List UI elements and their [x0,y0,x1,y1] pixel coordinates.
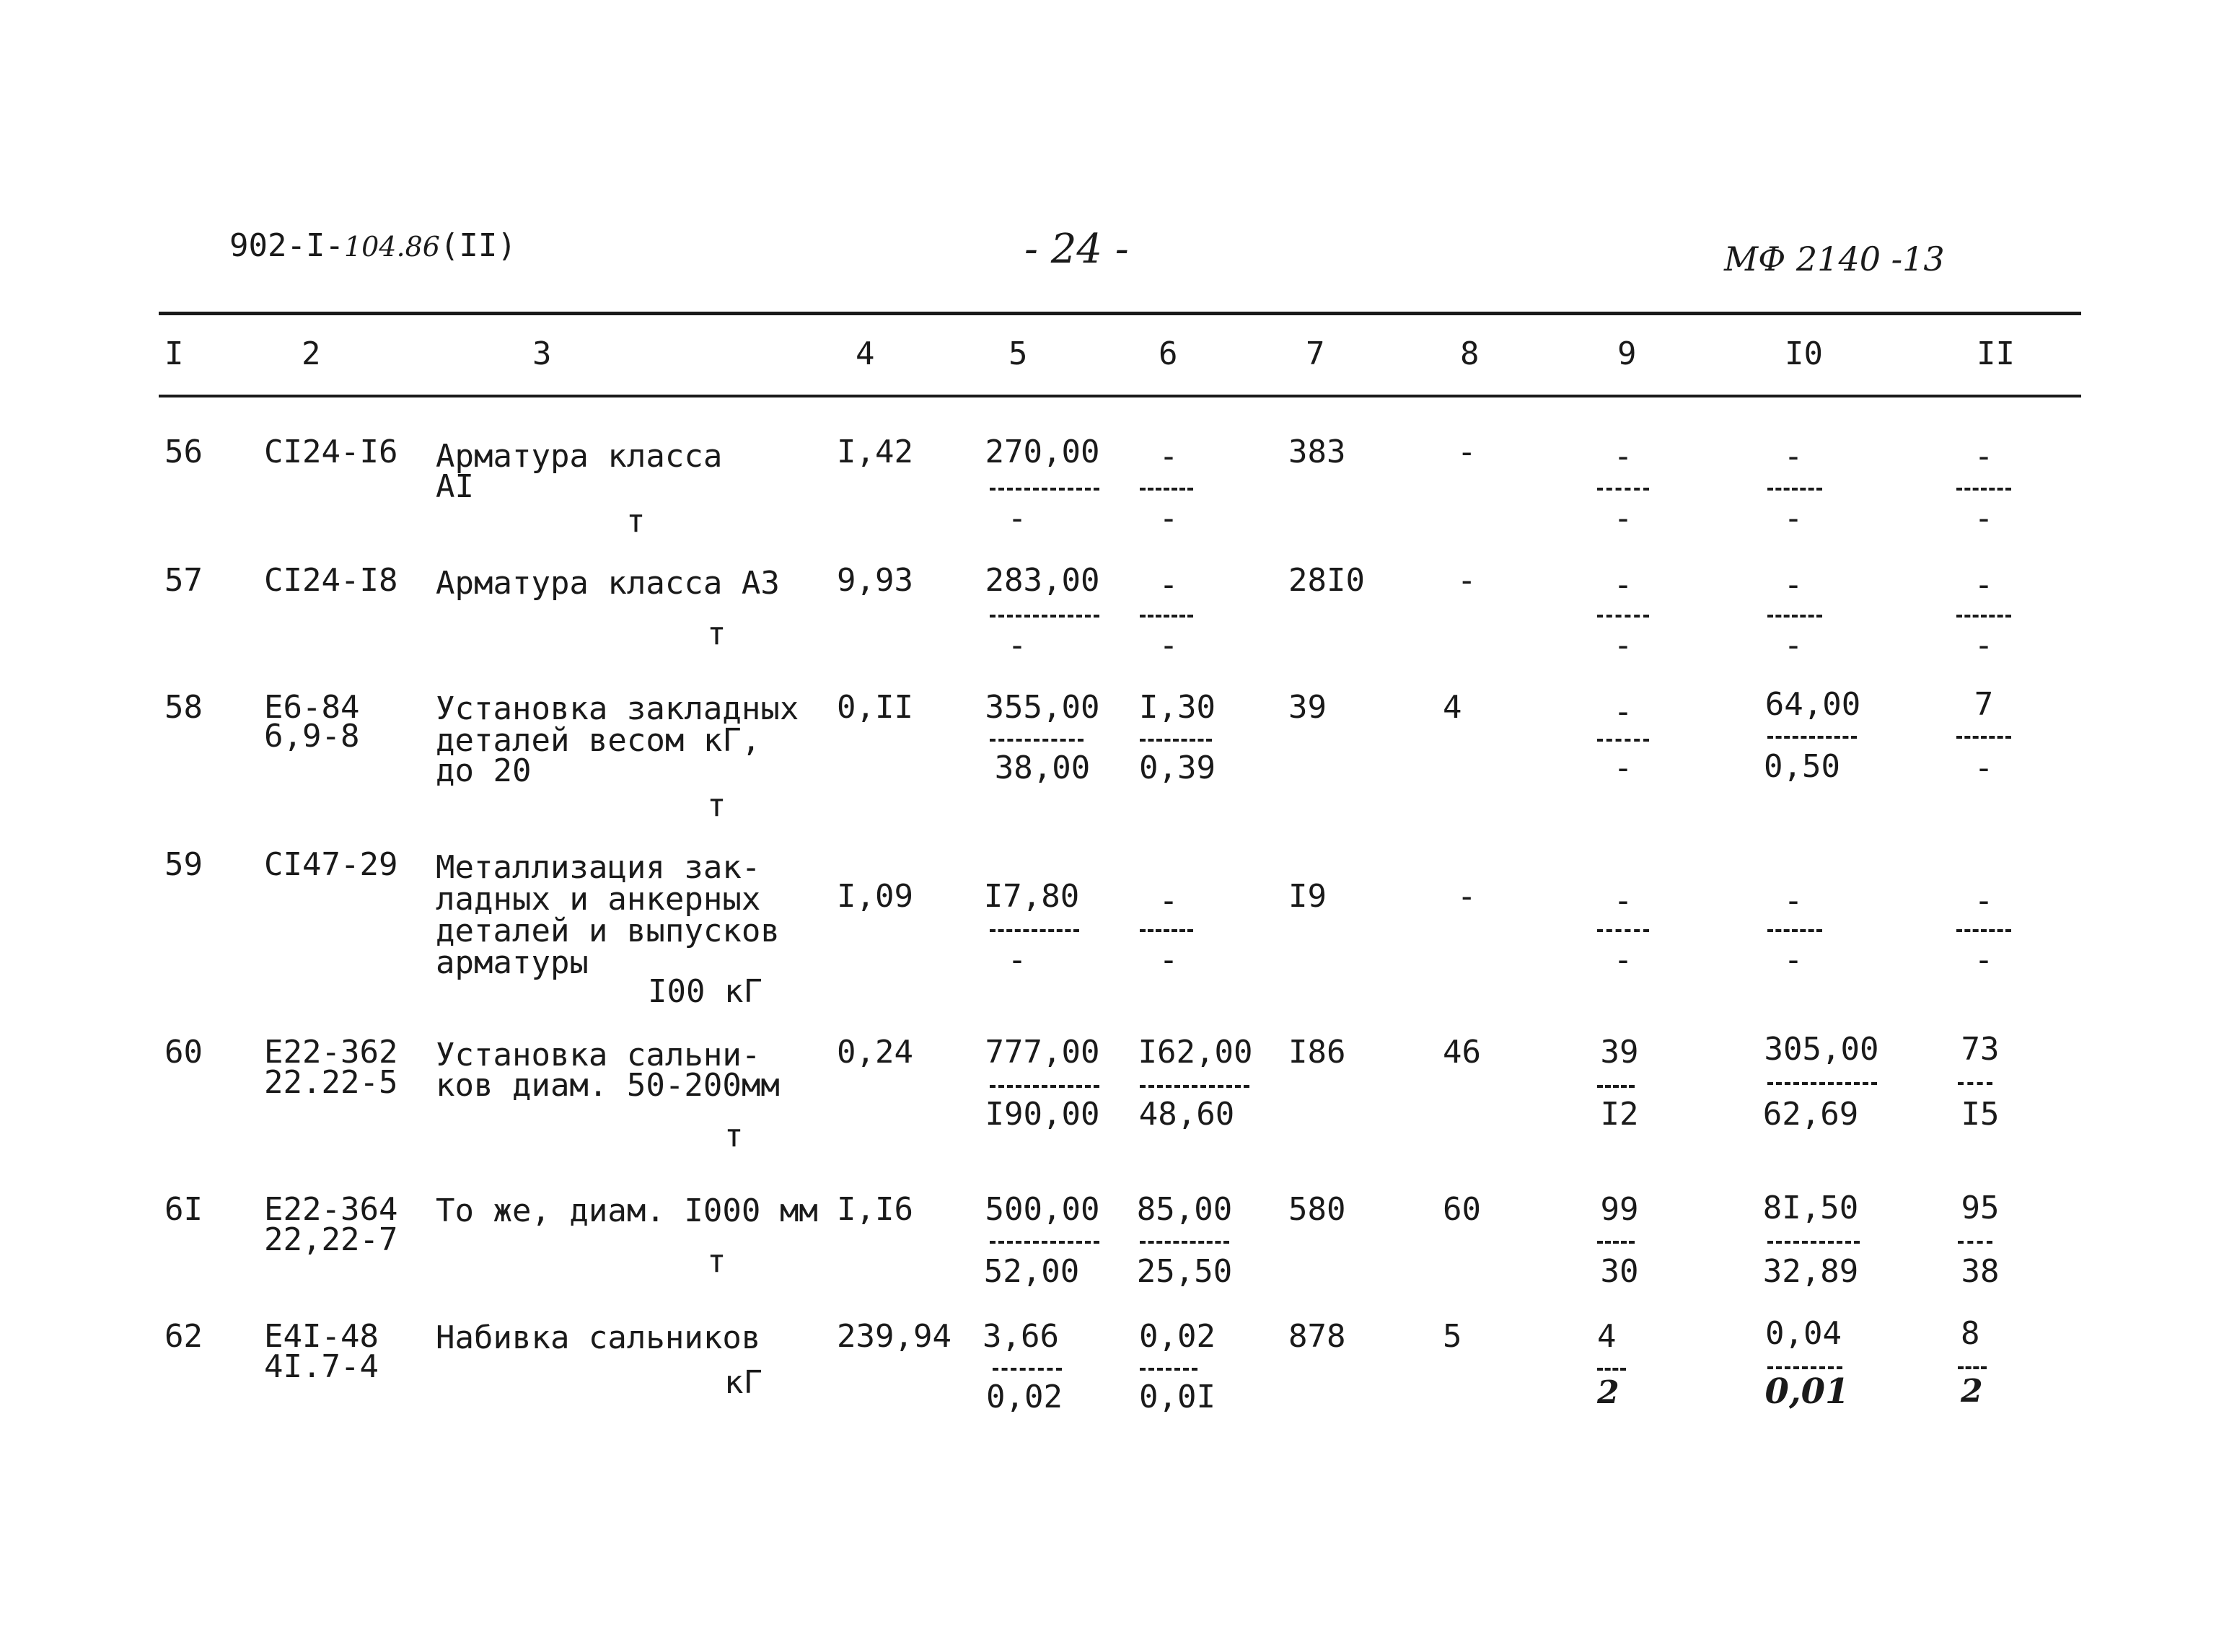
fraction-line [1958,1241,1992,1244]
col11-bottom: 2 [1961,1373,1983,1410]
col11-top: - [1974,438,1994,475]
row-quantity: I,42 [837,434,913,470]
row-quantity: 0,24 [837,1034,913,1071]
col8-value: - [1457,878,1477,915]
col9-top: - [1613,693,1633,730]
fraction-line [1958,1082,1992,1085]
col5-bottom: 0,02 [986,1379,1063,1415]
column-header: 2 [302,335,321,372]
col5-bottom: 52,00 [983,1253,1080,1290]
col9-top: 99 [1600,1191,1639,1228]
col6-bottom: 0,39 [1139,750,1216,786]
col10-bottom: 62,69 [1762,1096,1859,1133]
fraction-line [1140,739,1212,742]
col10-top: - [1783,882,1803,919]
row-code: CI24-I8 [264,562,398,599]
col10-bottom: - [1783,627,1803,664]
col6-top: I62,00 [1138,1034,1253,1071]
col5-top: 355,00 [985,689,1100,726]
col6-bottom: 0,0I [1139,1379,1216,1415]
fraction-line [1140,929,1193,932]
fraction-line [1767,929,1822,932]
doc-code [229,229,517,263]
fraction-line [1767,615,1822,618]
fraction-line [1140,1085,1249,1088]
row-number: 59 [164,846,203,883]
row-description: деталей и выпусков [436,913,780,949]
col8-value: 4 [1443,689,1462,726]
col8-value: 46 [1443,1034,1481,1071]
col9-top: 4 [1597,1318,1617,1355]
row-unit: кГ [724,1364,762,1401]
fraction-line [1767,736,1857,739]
row-number: 60 [164,1034,203,1071]
row-code: 4I.7-4 [264,1348,379,1385]
fraction-line [990,739,1084,742]
row-unit: т [724,1117,744,1154]
fraction-line [993,1368,1062,1371]
row-number: 57 [164,562,203,599]
table-top-rule [159,312,2081,315]
doc-code-prefix: 902-I- [229,227,344,264]
row-description: Набивка сальников [436,1319,761,1356]
column-header: 5 [1008,335,1028,372]
col9-bottom: 2 [1597,1374,1619,1411]
col5-top: I7,80 [983,878,1080,915]
fraction-line [1767,1366,1842,1369]
col9-top: - [1613,438,1633,475]
row-code: Е4I-48 [264,1318,379,1355]
row-quantity: 9,93 [837,562,913,599]
fraction-line [1767,1241,1860,1244]
col6-top: I,30 [1139,689,1216,726]
col10-top: - [1783,566,1803,603]
col11-top: - [1974,882,1994,919]
fraction-line [1767,1082,1877,1085]
row-number: 62 [164,1318,203,1355]
col9-bottom: - [1613,941,1633,978]
col10-top: - [1783,438,1803,475]
col7-value: I9 [1288,878,1327,915]
col11-bottom: - [1974,750,1994,786]
fraction-line [1767,488,1822,491]
row-description: Металлизация зак- [436,849,761,886]
col6-top: - [1159,566,1179,603]
col6-top: 85,00 [1136,1191,1233,1228]
col7-value: 39 [1288,689,1327,726]
row-unit: т [626,503,646,540]
header-bottom-rule [159,395,2081,397]
col10-bottom: 0,50 [1764,748,1840,785]
col6-bottom: 25,50 [1136,1253,1233,1290]
column-header: I [164,335,184,372]
column-header: 9 [1617,335,1637,372]
col9-top: - [1613,882,1633,919]
archive-stamp: МФ 2140 -13 [1724,240,1945,278]
column-header: 3 [532,335,552,372]
col7-value: 878 [1288,1318,1346,1355]
row-number: 56 [164,434,203,470]
column-header: 4 [856,335,875,372]
col11-top: 73 [1961,1031,2000,1068]
col11-bottom: - [1974,941,1994,978]
col9-bottom: I2 [1600,1096,1639,1133]
row-description: Установка закладных [436,690,799,727]
row-unit: т [707,787,726,824]
fraction-line [1956,929,2011,932]
fraction-line [1958,1366,1987,1369]
col5-bottom: - [1007,627,1027,664]
row-description: Арматура класса [436,438,723,475]
col10-top: 64,00 [1764,686,1861,723]
col11-bottom: I5 [1961,1096,2000,1133]
row-description: То же, диам. I000 мм [436,1192,818,1229]
fraction-line [1140,1368,1197,1371]
row-number: 58 [164,689,203,726]
row-description: ладных и анкерных [436,881,761,918]
col10-bottom: - [1783,500,1803,537]
fraction-line [990,1085,1099,1088]
row-description: Установка сальни- [436,1037,761,1073]
col10-bottom: - [1783,941,1803,978]
fraction-line [990,488,1099,491]
row-code: 22,22-7 [264,1221,398,1258]
row-unit: т [707,615,726,652]
col9-top: 39 [1600,1034,1639,1071]
col5-top: 283,00 [985,562,1100,599]
row-quantity: 0,II [837,689,913,726]
row-description: арматуры [436,944,589,981]
fraction-line [1597,739,1649,742]
col9-top: - [1613,566,1633,603]
col7-value: 383 [1288,434,1346,470]
doc-code-suffix: (II) [439,227,517,264]
row-description: Арматура класса А3 [436,565,780,602]
col6-top: - [1159,882,1179,919]
row-code: Е22-364 [264,1191,398,1228]
col6-bottom: - [1159,941,1179,978]
fraction-line [1140,1241,1229,1244]
col7-value: 580 [1288,1191,1346,1228]
col10-bottom: 32,89 [1762,1253,1859,1290]
col11-top: - [1974,566,1994,603]
col7-value: I86 [1288,1034,1346,1071]
col9-bottom: 30 [1600,1253,1639,1290]
col11-bottom: 38 [1961,1253,2000,1290]
row-code: 6,9-8 [264,718,360,755]
col10-top: 305,00 [1764,1031,1879,1068]
row-code: 22.22-5 [264,1064,398,1101]
row-description: ков диам. 50-200мм [436,1067,780,1104]
column-header: 6 [1159,335,1178,372]
col5-bottom: - [1007,941,1027,978]
row-code: CI24-I6 [264,434,398,470]
col5-top: 270,00 [985,434,1100,470]
col5-top: 500,00 [985,1191,1100,1228]
col9-bottom: - [1613,750,1633,786]
row-quantity: I,09 [837,878,913,915]
column-header: 8 [1460,335,1480,372]
col8-value: 60 [1443,1191,1481,1228]
row-unit: I00 кГ [648,973,762,1010]
fraction-line [1140,615,1193,618]
col5-top: 3,66 [983,1318,1059,1355]
col10-top: 8I,50 [1762,1190,1859,1226]
col8-value: 5 [1443,1318,1462,1355]
fraction-line [1597,1241,1635,1244]
col5-bottom: I90,00 [985,1096,1100,1133]
col5-bottom: 38,00 [994,750,1091,786]
row-quantity: 239,94 [837,1318,951,1355]
col10-top: 0,04 [1765,1315,1842,1352]
column-header: 7 [1306,335,1325,372]
fraction-line [990,1241,1099,1244]
column-header: II [1977,335,2015,372]
row-code: Е6-84 [264,689,360,726]
col11-top: 8 [1961,1315,1980,1352]
col5-bottom: - [1007,500,1027,537]
col6-top: 0,02 [1139,1318,1216,1355]
fraction-line [990,929,1079,932]
fraction-line [990,615,1099,618]
col11-bottom: - [1974,627,1994,664]
col6-top: - [1159,438,1179,475]
col11-top: 95 [1961,1190,2000,1226]
fraction-line [1140,488,1193,491]
page-number: - 24 - [1024,226,1129,273]
doc-code-handwritten: 104.86 [343,231,440,263]
row-number: 6I [164,1191,203,1228]
row-quantity: I,I6 [837,1191,913,1228]
row-unit: т [707,1243,726,1280]
row-code: Е22-362 [264,1034,398,1071]
col11-bottom: - [1974,500,1994,537]
fraction-line [1597,488,1649,491]
col5-top: 777,00 [985,1034,1100,1071]
fraction-line [1956,736,2011,739]
col6-bottom: - [1159,627,1179,664]
col8-value: - [1457,434,1477,470]
fraction-line [1956,615,2011,618]
col6-bottom: - [1159,500,1179,537]
row-description: AI [436,468,474,505]
column-header: I0 [1785,335,1823,372]
col7-value: 28I0 [1288,562,1365,599]
fraction-line [1597,1368,1626,1371]
fraction-line [1597,1085,1635,1088]
fraction-line [1597,615,1649,618]
col6-bottom: 48,60 [1138,1096,1235,1133]
row-code: CI47-29 [264,846,398,883]
col8-value: - [1457,562,1477,599]
fraction-line [1956,488,2011,491]
col10-bottom: 0,01 [1764,1371,1850,1412]
col11-top: 7 [1974,686,1994,723]
col9-bottom: - [1613,500,1633,537]
row-description: до 20 [436,752,532,789]
col9-bottom: - [1613,627,1633,664]
fraction-line [1597,929,1649,932]
row-description: деталей весом кГ, [436,722,761,759]
